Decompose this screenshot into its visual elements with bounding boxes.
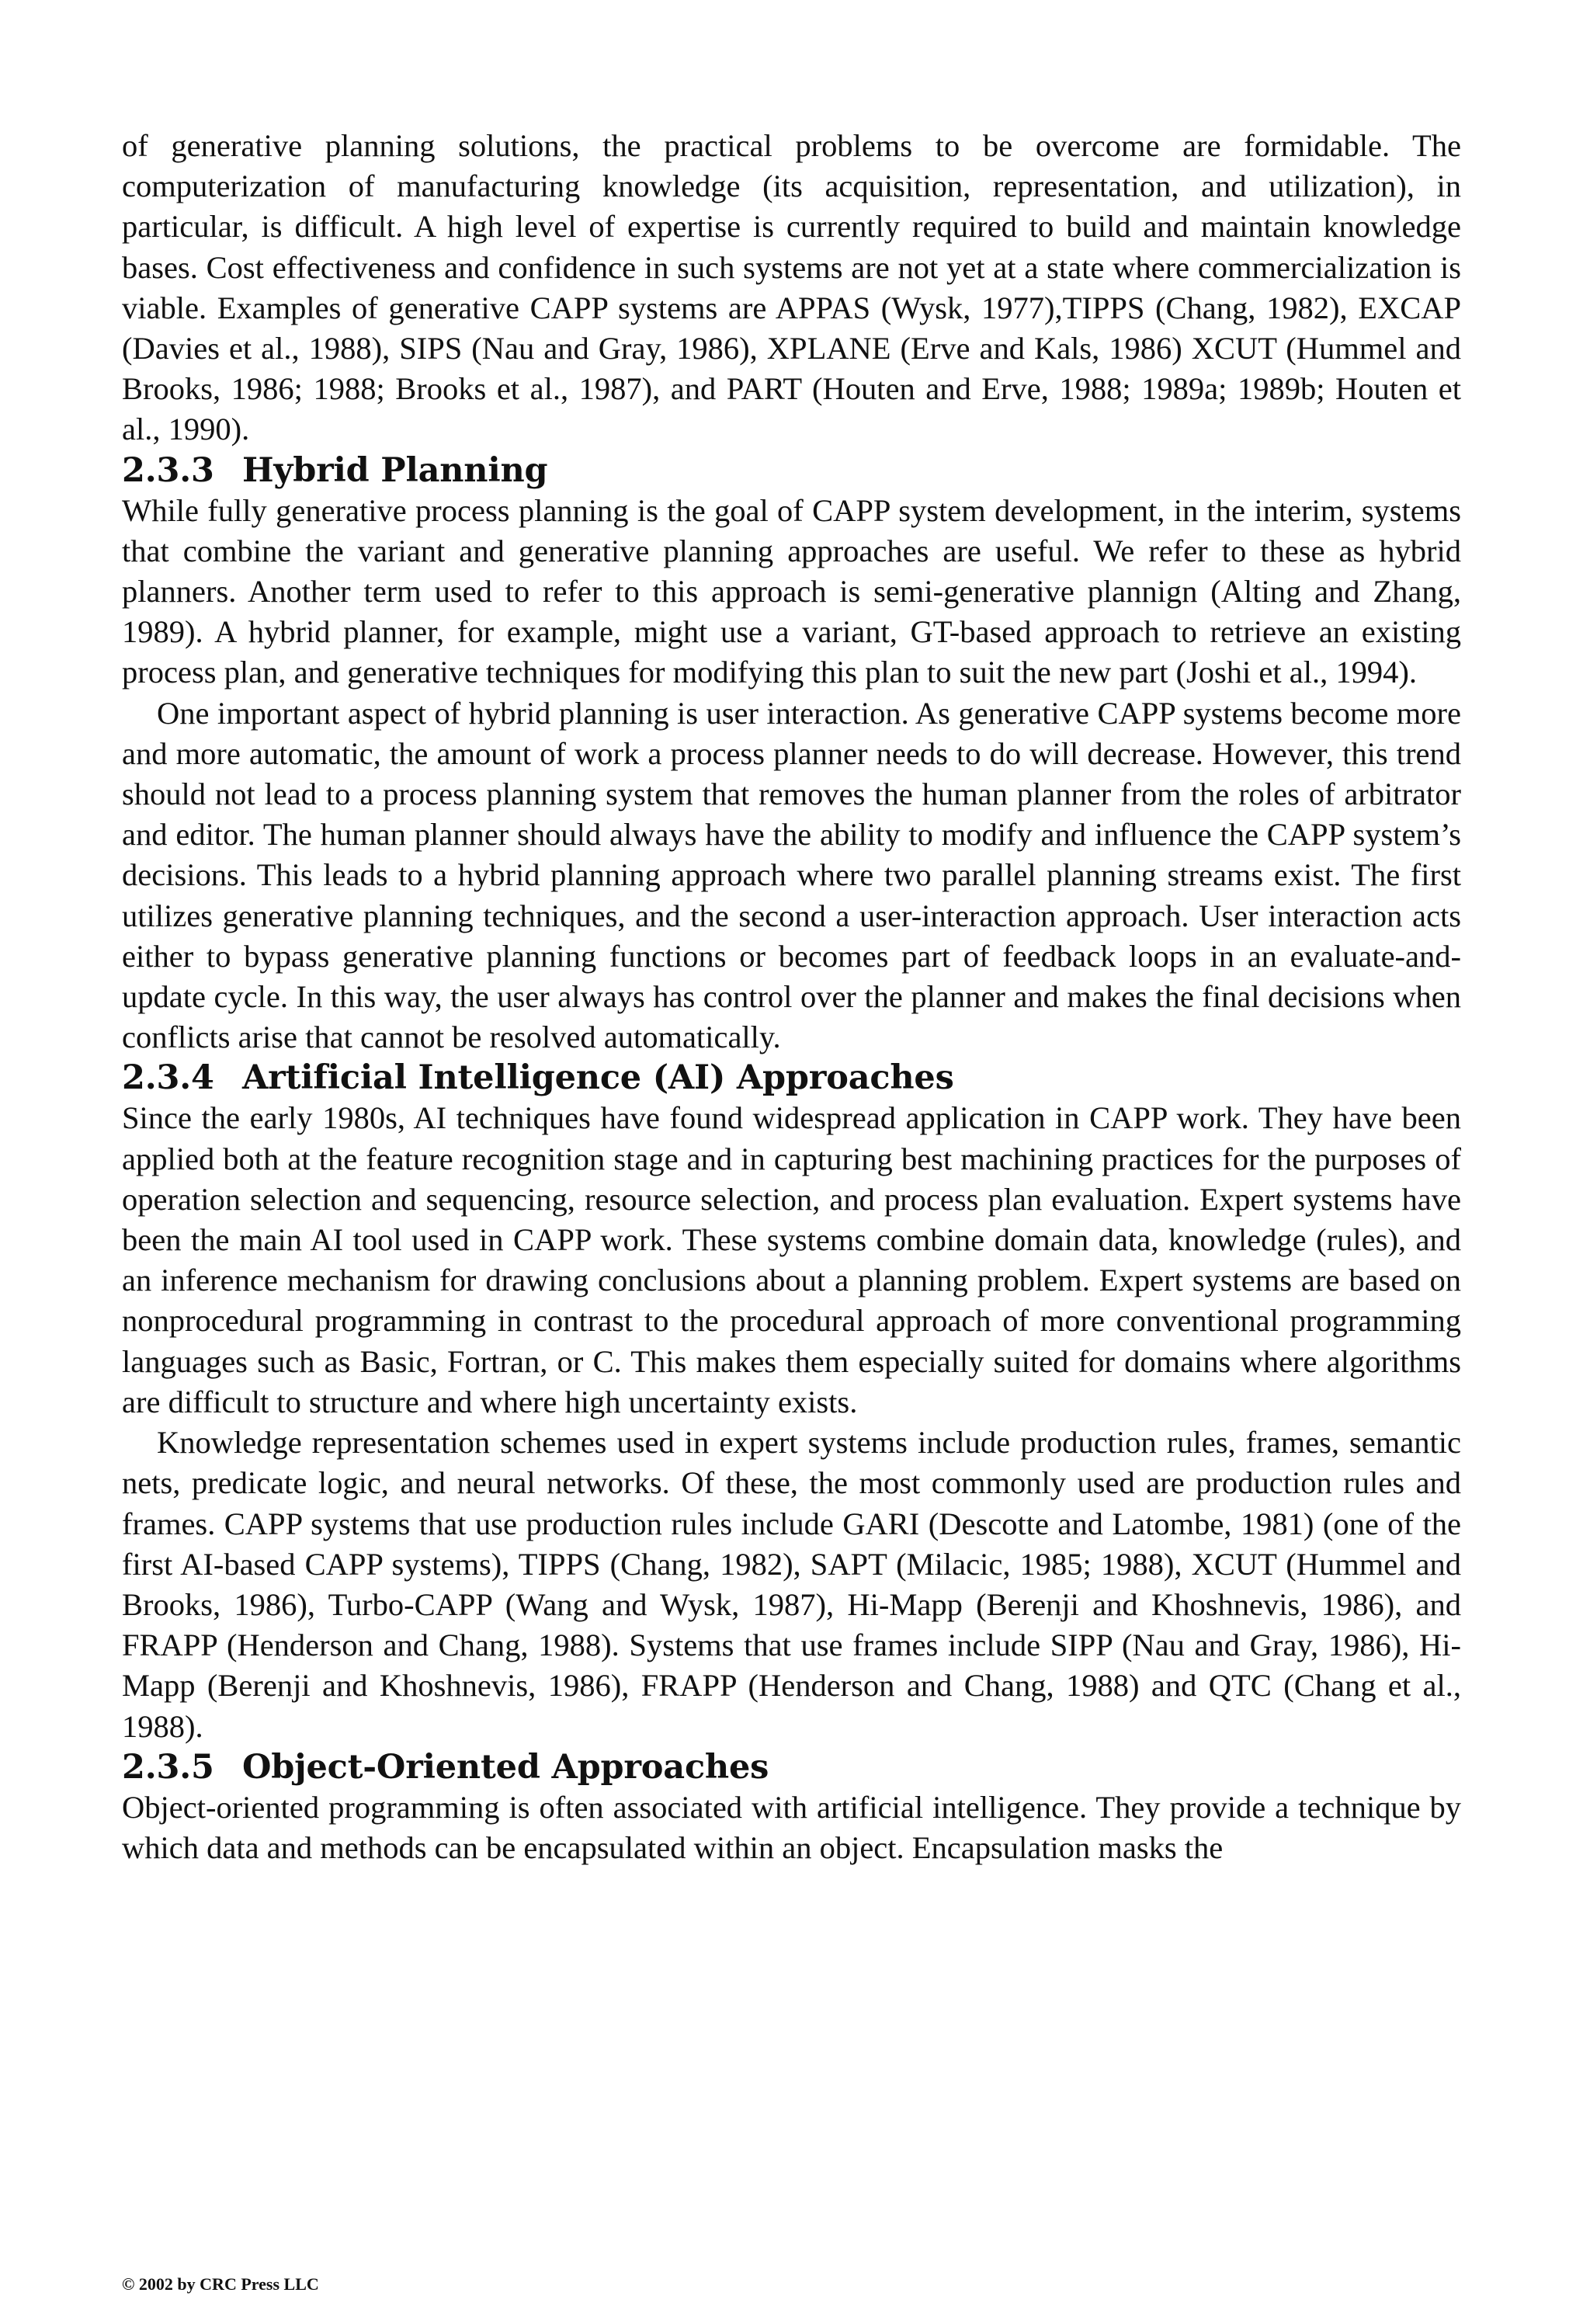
paragraph: Since the early 1980s, AI techniques have found widespread application in CAPP work. They have been applied both at the feature recognition stage and in capturing best machining practices for the purposes of operation selection and sequencing, resource selection, and process plan evaluation. Expert systems have been the main AI tool used in CAPP work. These systems combine domain data, knowledge (rules), and an inference mechanism for drawing conclusions about a planning problem. Expert systems are based on nonprocedural programming in contrast to the procedural approach of more conventional programming languages such as Basic, Fortran, or C. This makes them especially suited for domains where algorithms are difficult to structure and where high uncertainty exists. xyxy=(122,1100,1461,1419)
paragraph: One important aspect of hybrid planning is user interaction. As generative CAPP systems become more and more automatic, the amount of work a process planner needs to do will decrease. However, this trend should not lead to a process planning system that removes the human planner from the roles of arbitrator and editor. The human planner should always have the ability to modify and influence the CAPP system’s decisions. This leads to a hybrid planning approach where two parallel planning streams exist. The first utilizes generative planning techniques, and the second a user-interaction approach. User interaction acts either to bypass generative planning functions or becomes part of feedback loops in an evaluate-and-update cycle. In this way, the user always has control over the planner and makes the final decisions when conflicts arise that cannot be resolved automatically. xyxy=(122,695,1461,1055)
page-body xyxy=(122,126,1461,1868)
section-heading-hybrid-planning xyxy=(122,450,1461,491)
paragraph: While fully generative process planning is the goal of CAPP system development, in the interim, systems that combine the variant and generative planning approaches are useful. We refer to these as hybrid planners. Another term used to refer to this approach is semi-generative plannign (Alting and Zhang, 1989). A hybrid planner, for example, might use a variant, GT-based approach to retrieve an existing process plan, and generative techniques for modifying this plan to suit the new part (Joshi et al., 1994). xyxy=(122,492,1461,690)
intro-paragraph: of generative planning solutions, the practical problems to be overcome are formidable. The computerization of manufacturing knowledge (its acquisition, representation, and utilization), in particular, is difficult. A high level of expertise is currently required to build and maintain knowledge bases. Cost effectiveness and confidence in such systems are not yet at a state where commercialization is viable. Examples of generative CAPP systems are APPAS (Wysk, 1977),TIPPS (Chang, 1982), EXCAP (Davies et al., 1988), SIPS (Nau and Gray, 1986), XPLANE (Erve and Kals, 1986) XCUT (Hummel and Brooks, 1986; 1988; Brooks et al., 1987), and PART (Houten and Erve, 1988; 1989a; 1989b; Houten et al., 1990). xyxy=(122,128,1461,447)
section-title: Hybrid Planning xyxy=(242,450,548,490)
section-number: 2.3.5 xyxy=(122,1747,214,1787)
paragraph: Object-oriented programming is often associated with artificial intelligence. They provide a technique by which data and methods can be encapsulated within an object. Encapsulation masks the xyxy=(122,1789,1461,1865)
section-number: 2.3.4 xyxy=(122,1058,214,1098)
section-heading-object-oriented-approaches xyxy=(122,1747,1461,1787)
section-number: 2.3.3 xyxy=(122,450,214,490)
copyright-footer: © 2002 by CRC Press LLC xyxy=(122,2274,319,2294)
section-heading-ai-approaches xyxy=(122,1058,1461,1098)
section-title: Object-Oriented Approaches xyxy=(242,1747,769,1787)
paragraph: Knowledge representation schemes used in expert systems include production rules, frames, semantic nets, predicate logic, and neural networks. Of these, the most commonly used are production rules and frames. CAPP systems that use production rules include GARI (Descotte and Latombe, 1981) (one of the first AI-based CAPP systems), TIPPS (Chang, 1982), SAPT (Milacic, 1985; 1988), XCUT (Hummel and Brooks, 1986), Turbo-CAPP (Wang and Wysk, 1987), Hi-Mapp (Berenji and Khoshnevis, 1986), and FRAPP (Henderson and Chang, 1988). Systems that use frames include SIPP (Nau and Gray, 1986), Hi-Mapp (Berenji and Khoshnevis, 1986), FRAPP (Henderson and Chang, 1988) and QTC (Chang et al., 1988). xyxy=(122,1425,1461,1744)
section-title: Artificial Intelligence (AI) Approaches xyxy=(242,1058,954,1098)
